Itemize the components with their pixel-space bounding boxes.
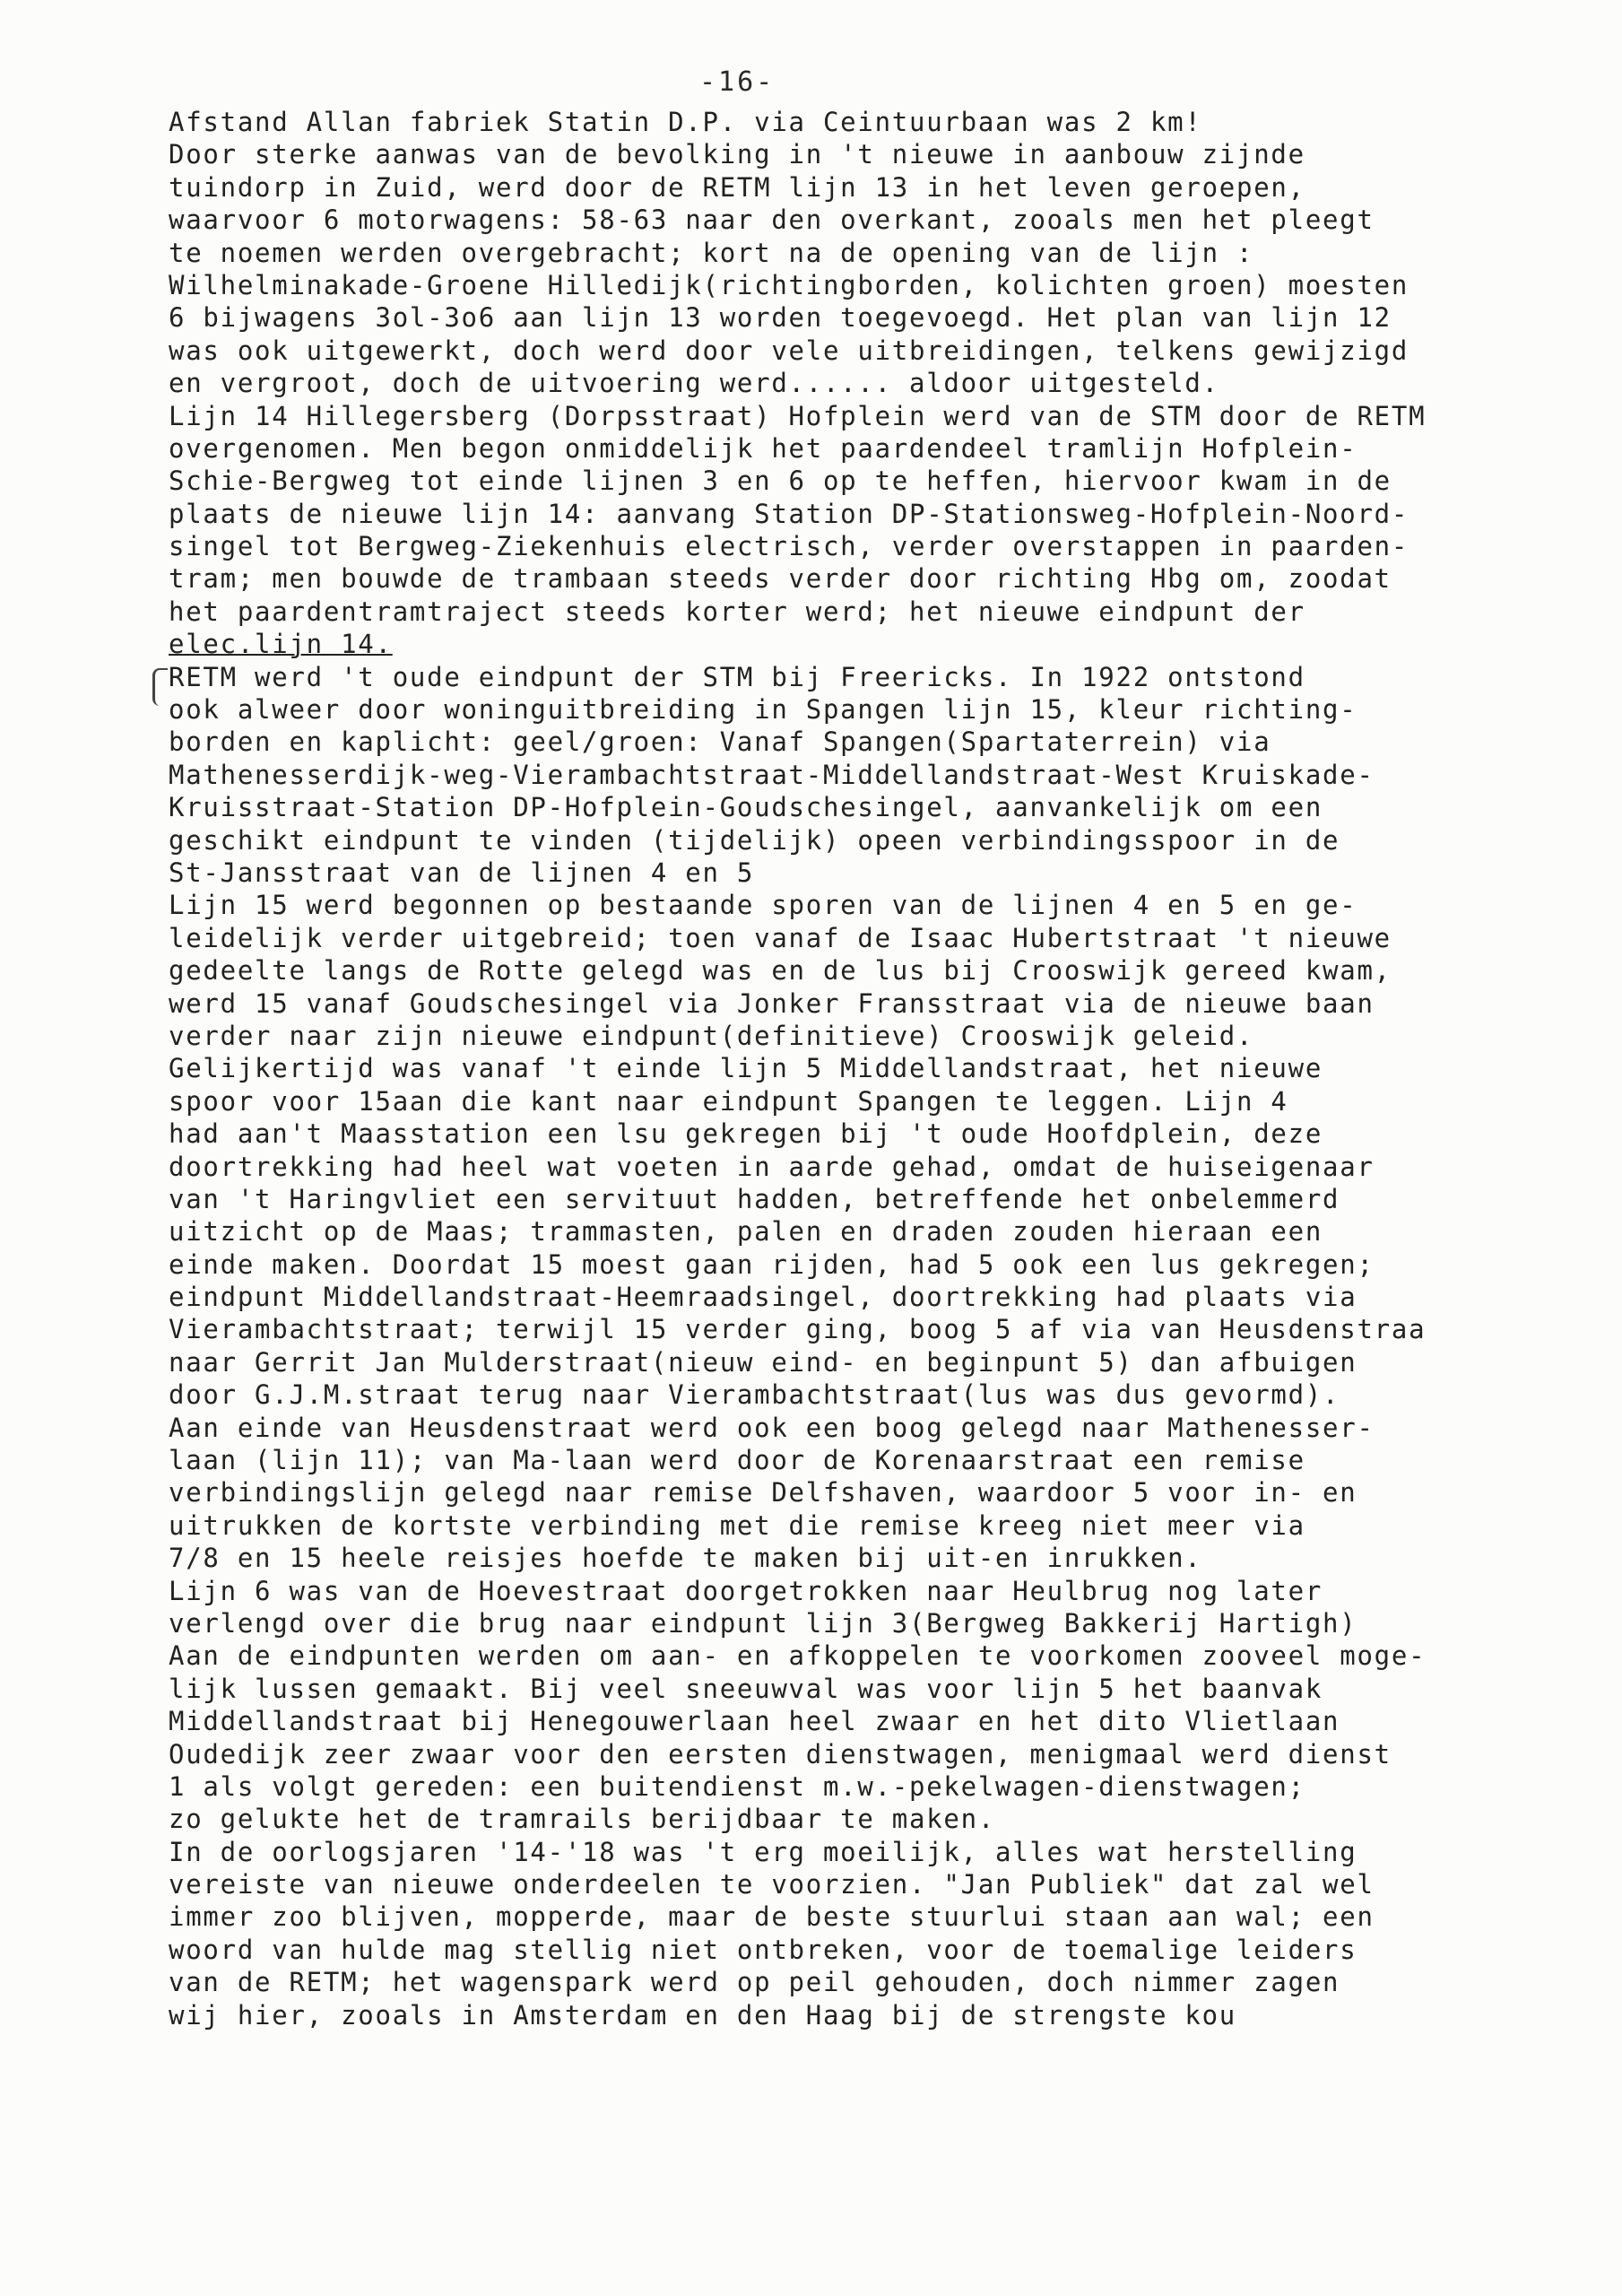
text-line: Afstand Allan fabriek Statin D.P. via Ceintuurbaan was 2 km! <box>169 107 1202 137</box>
text-line: ook alweer door woninguitbreiding in Spangen lijn 15, kleur richting- <box>169 694 1357 726</box>
text-line: 1 als volgt gereden: een buitendienst m.w.-pekelwagen-dienstwagen; <box>169 1770 1305 1802</box>
text-line: wij hier, zooals in Amsterdam en den Haag bij de strengste kou <box>169 1999 1236 2031</box>
text-line: Lijn 14 Hillegersberg (Dorpsstraat) Hofplein werd van de STM door de RETM <box>169 400 1427 431</box>
text-line: plaats de nieuwe lijn 14: aanvang Station DP-Stationsweg-Hofplein-Noord- <box>169 498 1409 529</box>
text-line: had aan't Maasstation een lsu gekregen bij 't oude Hoofdplein, deze <box>169 1118 1323 1150</box>
text-line-underlined: elec.lijn 14. <box>169 629 393 660</box>
text-line: einde maken. Doordat 15 moest gaan rijden, had 5 ook een lus gekregen; <box>169 1248 1375 1280</box>
text-line: tuindorp in Zuid, werd door de RETM lijn 13 in het leven geroepen, <box>169 171 1305 203</box>
text-line: van de RETM; het wagenspark werd op peil gehouden, doch nimmer zagen <box>169 1967 1340 1998</box>
text-line: immer zoo blijven, mopperde, maar de beste stuurlui staan aan wal; een <box>169 1901 1375 1933</box>
text-line: Gelijkertijd was vanaf 't einde lijn 5 Middellandstraat, het nieuwe <box>169 1053 1323 1084</box>
text-line: was ook uitgewerkt, doch werd door vele uitbreidingen, telkens gewijzigd <box>169 335 1409 366</box>
text-line: Schie-Bergweg tot einde lijnen 3 en 6 op te heffen, hiervoor kwam in de <box>169 465 1392 497</box>
text-line: Aan de eindpunten werden om aan- en afkoppelen te voorkomen zooveel moge- <box>169 1640 1427 1672</box>
text-line: 7/8 en 15 heele reisjes hoefde te maken bij uit-en inrukken. <box>169 1543 1202 1574</box>
text-line: Vierambachtstraat; terwijl 15 verder ging, boog 5 af via van Heusdenstraa <box>169 1314 1427 1345</box>
text-line: van 't Haringvliet een servituut hadden, betreffende het onbelemmerd <box>169 1183 1340 1214</box>
text-line: Lijn 15 werd begonnen op bestaande sporen van de lijnen 4 en 5 en ge- <box>169 890 1357 921</box>
text-line: tram; men bouwde de trambaan steeds verder door richting Hbg om, zoodat <box>169 563 1392 595</box>
text-line: spoor voor 15aan die kant naar eindpunt Spangen te leggen. Lijn 4 <box>169 1085 1288 1117</box>
text-line: te noemen werden overgebracht; kort na de opening van de lijn : <box>169 237 1254 268</box>
text-line: Middellandstraat bij Henegouwerlaan heel zwaar en het dito Vlietlaan <box>169 1706 1340 1737</box>
text-line: gedeelte langs de Rotte gelegd was en de lus bij Crooswijk gereed kwam, <box>169 955 1392 987</box>
text-line: het paardentramtraject steeds korter werd; het nieuwe eindpunt der <box>169 596 1305 627</box>
text-line: overgenomen. Men begon onmiddelijk het paardendeel tramlijn Hofplein- <box>169 432 1357 464</box>
text-line: uitzicht op de Maas; trammasten, palen en draden zouden hieraan een <box>169 1216 1323 1248</box>
text-line: Lijn 6 was van de Hoevestraat doorgetrokken naar Heulbrug nog later <box>169 1575 1323 1606</box>
text-line: en vergroot, doch de uitvoering werd...... aldoor uitgesteld. <box>169 368 1219 399</box>
text-line: naar Gerrit Jan Mulderstraat(nieuw eind- en beginpunt 5) dan afbuigen <box>169 1346 1357 1378</box>
text-line: doortrekking had heel wat voeten in aarde gehad, omdat de huiseigenaar <box>169 1151 1375 1182</box>
text-line: door G.J.M.straat terug naar Vierambachtstraat(lus was dus gevormd). <box>169 1379 1340 1411</box>
text-line: uitrukken de kortste verbinding met die remise kreeg niet meer via <box>169 1509 1305 1541</box>
text-line: werd 15 vanaf Goudschesingel via Jonker Fransstraat via de nieuwe baan <box>169 987 1375 1019</box>
text-line: Wilhelminakade-Groene Hilledijk(richtingborden, kolichten groen) moesten <box>169 269 1409 300</box>
text-line: eindpunt Middellandstraat-Heemraadsingel, doortrekking had plaats via <box>169 1282 1357 1313</box>
text-line: Kruisstraat-Station DP-Hofplein-Goudschesingel, aanvankelijk om een <box>169 792 1323 823</box>
text-line: geschikt eindpunt te vinden (tijdelijk) opeen verbindingsspoor in de <box>169 824 1340 856</box>
text-line: verbindingslijn gelegd naar remise Delfshaven, waardoor 5 voor in- en <box>169 1477 1357 1509</box>
text-line: Mathenesserdijk-weg-Vierambachtstraat-Middellandstraat-West Kruiskade- <box>169 759 1375 790</box>
text-line: laan (lijn 11); van Ma-laan werd door de Korenaarstraat een remise <box>169 1445 1305 1476</box>
text-line: In de oorlogsjaren '14-'18 was 't erg moeilijk, alles wat herstelling <box>169 1836 1357 1867</box>
text-line: singel tot Bergweg-Ziekenhuis electrisch, verder overstappen in paarden- <box>169 531 1409 562</box>
text-line: St-Jansstraat van de lijnen 4 en 5 <box>169 857 755 888</box>
text-line: verlengd over die brug naar eindpunt lijn 3(Bergweg Bakkerij Hartigh) <box>169 1607 1357 1639</box>
margin-bracket-mark <box>152 668 168 706</box>
text-line: Door sterke aanwas van de bevolking in 't nieuwe in aanbouw zijnde <box>169 139 1305 170</box>
text-line: vereiste van nieuwe onderdeelen te voorzien. "Jan Publiek" dat zal wel <box>169 1869 1375 1900</box>
text-line: 6 bijwagens 3ol-3o6 aan lijn 13 worden toegevoegd. Het plan van lijn 12 <box>169 302 1392 334</box>
text-line: lijk lussen gemaakt. Bij veel sneeuwval was voor lijn 5 het baanvak <box>169 1673 1323 1704</box>
text-line: woord van hulde mag stellig niet ontbreken, voor de toemalige leiders <box>169 1934 1357 1965</box>
text-line: zo gelukte het de tramrails berijdbaar te maken. <box>169 1804 996 1835</box>
text-line: RETM werd 't oude eindpunt der STM bij Freericks. In 1922 ontstond <box>169 661 1305 692</box>
text-line: verder naar zijn nieuwe eindpunt(definitieve) Crooswijk geleid. <box>169 1020 1254 1051</box>
text-line: leidelijk verder uitgebreid; toen vanaf de Isaac Hubertstraat 't nieuwe <box>169 922 1392 953</box>
page-number: -16- <box>699 66 776 98</box>
typed-text-body <box>169 106 1621 2031</box>
text-line: waarvoor 6 motorwagens: 58-63 naar den overkant, zooals men het pleegt <box>169 204 1375 236</box>
text-line: Aan einde van Heusdenstraat werd ook een boog gelegd naar Mathenesser- <box>169 1412 1375 1443</box>
text-line: Oudedijk zeer zwaar voor den eersten dienstwagen, menigmaal werd dienst <box>169 1738 1392 1770</box>
text-line: borden en kaplicht: geel/groen: Vanaf Spangen(Spartaterrein) via <box>169 726 1271 758</box>
